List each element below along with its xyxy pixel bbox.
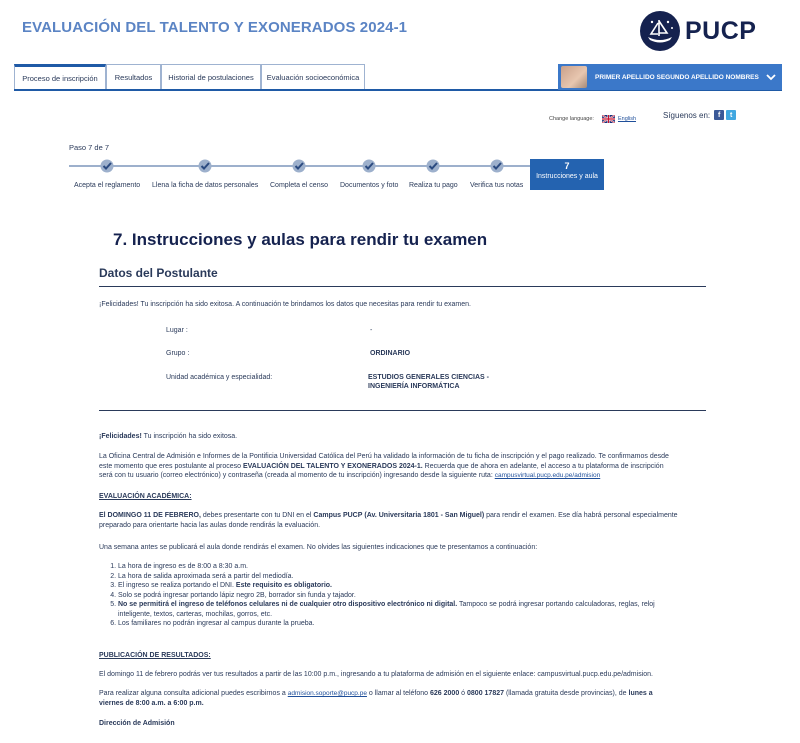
list-item-text: Solo se podrá ingresar portando lápiz negro 2B, borrador sin funda y tajador.	[118, 591, 356, 599]
e1-line-a	[99, 511, 709, 521]
field-value-unidad-2: INGENIERÍA INFORMÁTICA	[368, 383, 460, 390]
list-item-bold: No se permitirá el ingreso de teléfonos celulares ni de cualquier otro dispositivo electrónico ni digital.	[118, 601, 458, 608]
check-icon	[292, 159, 306, 173]
language-switcher	[549, 115, 636, 123]
step-notas[interactable]	[470, 159, 523, 189]
list-item-text-2: inteligente, textos, carteras, mochilas, gorros, etc.	[118, 610, 273, 618]
e1-bold3: (Av. Universitaria 1801 - San Miguel)	[364, 512, 485, 519]
twitter-icon[interactable]: t	[726, 110, 736, 120]
congrats-bold: ¡Felicidades!	[99, 433, 142, 440]
contact-c: ó	[459, 690, 468, 697]
list-item	[118, 562, 655, 572]
contact-line-b: viernes de 8:00 a.m. a 6:00 p.m.	[99, 699, 204, 707]
e1-c: para rendir el examen. Ese día habrá personal especialmente	[484, 512, 678, 519]
p1-b-rest: Recuerda que de ahora en adelante, el acceso a tu plataforma de inscripción	[422, 462, 664, 470]
publicacion-title: PUBLICACIÓN DE RESULTADOS:	[99, 652, 211, 659]
e1-bold: El DOMINGO 11 DE FEBRERO,	[99, 512, 201, 519]
contact-a: Para realizar alguna consulta adicional puedes escribirnos a	[99, 690, 288, 697]
field-value-unidad: ESTUDIOS GENERALES CIENCIAS -	[368, 374, 489, 381]
intro-text: ¡Felicidades! Tu inscripción ha sido exitosa. A continuación te brindamos los datos que necesitas para rendir tu examen.	[99, 301, 471, 308]
check-icon	[198, 159, 212, 173]
e1-a: debes presentarte con tu DNI en el	[200, 512, 314, 519]
p1-c-text: será con tu usuario (correo electrónico) y contraseña (creada al momento de tu inscripción) ingresando desde la siguiente ruta:	[99, 472, 495, 479]
congrats-rest: Tu inscripción ha sido exitosa.	[141, 433, 238, 440]
list-item	[118, 619, 655, 629]
tab-historial[interactable]: Historial de postulaciones	[161, 64, 261, 90]
contact-d: (llamada gratuita desde provincias), de	[504, 690, 629, 697]
step-pago[interactable]	[409, 159, 458, 189]
step-label: Documentos y foto	[340, 182, 399, 189]
evaluacion-paragraph	[99, 511, 709, 530]
change-language-label: Change language:	[549, 116, 594, 122]
main-heading: 7. Instrucciones y aulas para rendir tu examen	[113, 230, 488, 249]
progress-stepper	[69, 159, 604, 191]
step-label: Acepta el reglamento	[74, 182, 141, 189]
p1-b-bold: EVALUACIÓN DEL TALENTO Y EXONERADOS 2024-1.	[242, 462, 423, 470]
step-ficha-datos[interactable]	[152, 159, 258, 189]
list-item-text: La hora de ingreso es de 8:00 a 8:30 a.m.	[118, 563, 248, 570]
step-censo[interactable]	[270, 159, 328, 189]
paragraph-1	[99, 452, 709, 481]
follow-label: Síguenos en:	[663, 110, 711, 120]
field-label-unidad: Unidad académica y especialidad:	[166, 374, 273, 381]
field-label-grupo: Grupo :	[166, 350, 190, 357]
check-icon	[100, 159, 114, 173]
social-links	[663, 110, 736, 120]
check-icon	[426, 159, 440, 173]
step-label: Realiza tu pago	[409, 182, 458, 189]
page-title: EVALUACIÓN DEL TALENTO Y EXONERADOS 2024-1	[22, 19, 408, 36]
tab-proceso-inscripcion[interactable]: Proceso de inscripción	[14, 64, 106, 90]
evaluacion-paragraph-2: Una semana antes se publicará el aula donde rendirás el examen. No olvides las siguientes indicaciones que te presentamos a continuación:	[99, 544, 538, 551]
field-value-grupo: ORDINARIO	[370, 350, 411, 357]
list-item-text: El ingreso se realiza portando el DNI.	[118, 582, 236, 589]
facebook-icon[interactable]: f	[714, 110, 724, 120]
list-item	[118, 581, 655, 591]
publicacion-paragraph: El domingo 11 de febrero podrás ver tus resultados a partir de las 10:00 p.m., ingresando a tu plataforma de admisión en el siguiente enlace: campusvirtual.pucp.edu.pe/admision.	[99, 671, 653, 678]
step-label: Instrucciones y aula	[536, 173, 598, 180]
user-name: PRIMER APELLIDO SEGUNDO APELLIDO NOMBRES	[595, 73, 759, 81]
campus-virtual-link[interactable]: campusvirtual.pucp.edu.pe/admision	[494, 472, 601, 479]
pucp-logo[interactable]	[639, 10, 756, 52]
user-menu[interactable]	[558, 64, 782, 90]
p1-line-c	[99, 471, 709, 481]
list-item	[118, 572, 655, 582]
e1-bold2: Campus PUCP	[313, 512, 363, 519]
uk-flag-icon[interactable]	[602, 115, 615, 123]
chevron-down-icon[interactable]	[764, 70, 778, 84]
contact-b: o llamar al teléfono	[366, 690, 431, 697]
congrats-line	[99, 432, 237, 442]
check-icon	[362, 159, 376, 173]
list-item-text: Los familiares no podrán ingresar al campus durante la prueba.	[118, 620, 315, 627]
list-item	[118, 591, 655, 601]
step-instrucciones-aula[interactable]	[530, 159, 604, 190]
step-label: Llena la ficha de datos personales	[152, 182, 259, 189]
contact-line-a	[99, 689, 709, 699]
step-documentos[interactable]	[340, 159, 398, 189]
section-divider-2	[99, 410, 706, 411]
section-title: Datos del Postulante	[99, 266, 218, 280]
section-divider	[99, 286, 706, 287]
p1-line-b	[99, 462, 709, 472]
phone-2: 0800 17827	[467, 690, 504, 697]
list-item-bold: Este requisito es obligatorio.	[235, 582, 332, 589]
step-label: Completa el censo	[270, 182, 328, 189]
list-item-text: La hora de salida aproximada será a partir del mediodía.	[118, 572, 294, 580]
step-number: 7	[564, 161, 570, 171]
p1-line-a: La Oficina Central de Admisión e Informes de la Pontificia Universidad Católica del Perú ha validado la información de tu ficha de inscripción y el pago realizado. Te confirmamos desde	[99, 453, 669, 460]
p1-b-text: este momento que eres postulante al proceso	[99, 462, 243, 470]
step-reglamento[interactable]	[74, 159, 140, 189]
hours-a: lunes a	[628, 690, 653, 697]
main-tabs	[14, 64, 365, 90]
list-item	[118, 600, 655, 619]
phone-1: 626 2000	[430, 690, 460, 697]
support-email-link[interactable]: admision.soporte@pucp.pe	[287, 690, 367, 697]
tab-resultados[interactable]: Resultados	[106, 64, 161, 90]
field-value-lugar: -	[370, 327, 373, 334]
field-label-lugar: Lugar :	[166, 327, 188, 334]
tab-evaluacion-socioeconomica[interactable]: Evaluación socioeconómica	[261, 64, 365, 90]
english-link[interactable]: English	[617, 116, 637, 122]
avatar	[561, 66, 587, 88]
step-counter: Paso 7 de 7	[69, 143, 110, 152]
pucp-seal-icon	[639, 10, 681, 52]
logo-text: PUCP	[685, 16, 757, 45]
evaluacion-title: EVALUACIÓN ACADÉMICA:	[99, 493, 192, 500]
signature: Dirección de Admisión	[99, 720, 175, 727]
stepper-line	[69, 165, 604, 167]
step-label: Verifica tus notas	[470, 182, 524, 189]
instructions-list	[118, 562, 655, 629]
e1-line-b: preparado para orientarte hacia las aulas donde rendirás la evaluación.	[99, 521, 321, 529]
check-icon	[490, 159, 504, 173]
list-item-text: Tampoco se podrá ingresar portando calculadoras, reglas, reloj	[457, 601, 655, 608]
contact-paragraph	[99, 689, 709, 708]
